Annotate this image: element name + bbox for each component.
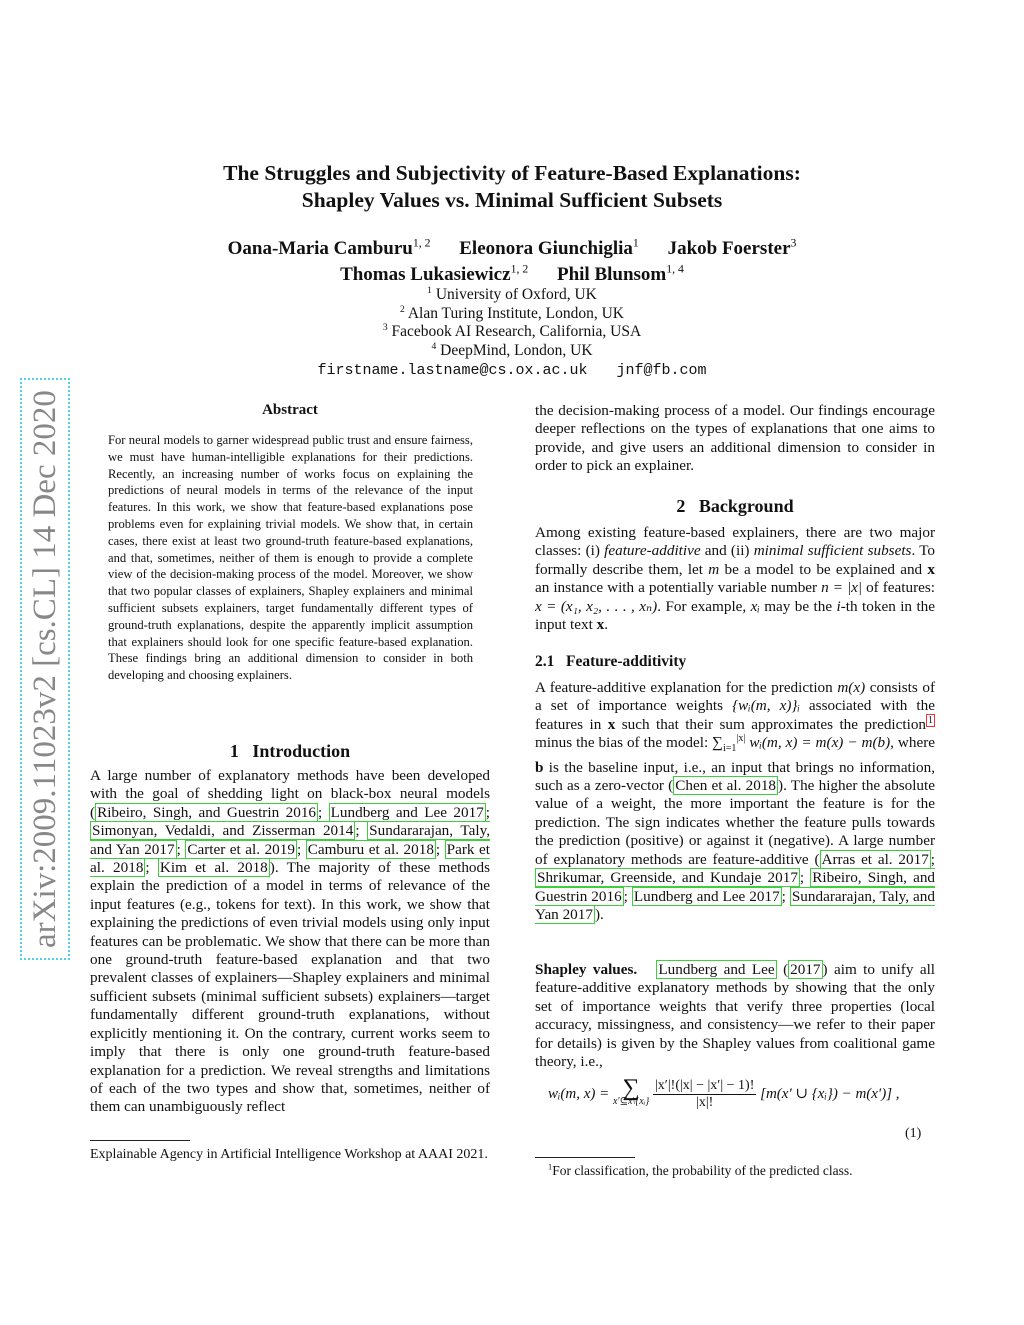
affiliation: $^1$ University of Oxford, UK xyxy=(427,284,597,303)
citation[interactable]: Camburu et al. 2018 xyxy=(307,840,434,858)
citation[interactable]: 2017 xyxy=(790,961,821,978)
feature-additivity-paragraph: A feature-additive explanation for the prediction m(x) consists of a set of importance weights {wᵢ(m, x)}ᵢ associated with the features in x such that their sum approximates the prediction $^1$ minus the bias of the model: $\sum_{i=1}^{|x|}$ wᵢ(m, x) = m(x) − m(b), where b is the baseline input, i.e., an input that brings no information, such as a zero-vector ( Chen et al. 2018 ). The higher the absolute value of a weight, the more important the feature is for the prediction. The sign indicates whether the feature pulls towards the prediction (positive) or against it (negative). A large number of explanatory methods are feature-additive ( Arras et al. 2017 ; Shrikumar, Greenside, and Kundaje 2017 ; Ribeiro, Singh, and Guestrin 2016 ; Lundberg and Lee 2017 ; Sundararajan, Taly, and Yan 2017 ). xyxy=(535,679,936,923)
affiliation: $^2$ Alan Turing Institute, London, UK xyxy=(400,303,624,322)
citation[interactable]: Park et al. 2018 xyxy=(90,840,490,877)
probability-footnote: $^1$For classification, the probability of the predicted class. xyxy=(548,1162,853,1178)
shapley-heading: Shapley values. xyxy=(535,961,638,978)
author-giunchiglia: Eleonora Giunchiglia$^1$ xyxy=(459,236,639,259)
affiliation: $^3$ Facebook AI Research, California, USA xyxy=(382,321,642,340)
email-oxford[interactable]: firstname.lastname@cs.ox.ac.uk xyxy=(317,362,588,379)
citation[interactable]: Simonyan, Vedaldi, and Zisserman 2014 xyxy=(92,822,354,840)
citation[interactable]: Lundberg and Lee 2017 xyxy=(633,887,780,905)
background-heading: 2 Background xyxy=(676,496,794,516)
equation-number: (1) xyxy=(905,1126,922,1141)
affiliation: $^4$ DeepMind, London, UK xyxy=(431,340,593,359)
footnote-rule xyxy=(90,1140,190,1141)
title-line-1: The Struggles and Subjectivity of Feature-Based Explanations: xyxy=(223,161,801,185)
shapley-equation: wᵢ(m, x) = ∑ x′⊆x\{xᵢ} $\frac{|x'|!(|x| - |x'| - 1)!}{|x|!}$ [m(x′ ∪ {xᵢ}) − m(x′)] , xyxy=(548,1074,900,1110)
citation[interactable]: Sundararajan, Taly, and Yan 2017 xyxy=(90,822,490,858)
author-camburu: Oana-Maria Camburu$^{1, 2}$ xyxy=(227,236,431,259)
citation[interactable]: Chen et al. 2018 xyxy=(675,777,777,795)
abstract-heading: Abstract xyxy=(262,402,318,418)
citation[interactable]: Carter et al. 2019 xyxy=(187,840,295,858)
intro-continuation: the decision-making process of a model. Our findings encourage deeper reflections on the types of explanations that one aims to provide, and give users an additional dimension to consider in order to pick an explainer. xyxy=(535,402,935,475)
citation[interactable]: Ribeiro, Singh, and Guestrin 2016 xyxy=(535,869,936,905)
intro-heading: 1 Introduction xyxy=(229,741,351,761)
email-fb[interactable]: jnf@fb.com xyxy=(616,362,707,379)
abstract-text: For neural models to garner widespread public trust and ensure fairness, we must have human-intelligible explanations for their predictions. Recently, an increasing number of works focus on explaining the predictions of neural models in terms of the relevance of the input features. In this work, we show that feature-based explanations pose problems even for explaining trivial models. We show that, in certain cases, there exist at least two ground-truth feature-based explanations, and that, sometimes, neither of them is enough to provide a complete view of the decision-making process of the model. Moreover, we show that two popular classes of explainers, Shapley explainers and minimal sufficient subsets explainers, target fundamentally different types of ground-truth explanations, despite the apparently implicit assumption that explainers should look for one specific feature-based explanation. These findings bring an additional dimension to consider in both developing and choosing explainers. xyxy=(108,433,473,683)
author-lukasiewicz: Thomas Lukasiewicz$^{1, 2}$ xyxy=(340,262,529,285)
citation[interactable]: Ribeiro, Singh, and Guestrin 2016 xyxy=(97,803,316,821)
citation[interactable]: Lundberg and Lee xyxy=(658,961,775,978)
author-blunsom: Phil Blunsom$^{1, 4}$ xyxy=(556,262,684,285)
affiliations xyxy=(90,286,934,360)
citation[interactable]: Kim et al. 2018 xyxy=(159,859,268,877)
feature-additivity-heading: 2.1 Feature-additivity xyxy=(535,653,687,670)
background-paragraph: Among existing feature-based explainers, there are two major classes: (i) feature-additive and (ii) minimal sufficient subsets. To formally describe them, let m be a model to be explained and x an instance with a potentially variable number n = |x| of features: x = (x₁, x₂, . . . , xₙ). For example, xᵢ may be the i-th token in the input text x. xyxy=(535,524,936,634)
paper-title xyxy=(90,160,934,214)
citation[interactable]: Sundararajan, Taly, and Yan 2017 xyxy=(535,887,935,923)
citation[interactable]: Shrikumar, Greenside, and Kundaje 2017 xyxy=(537,869,798,887)
shapley-paragraph: Shapley values. Lundberg and Lee ( 2017 ) aim to unify all feature-additive explanatory methods by showing that the only set of importance weights that verify three properties (local accuracy, missingness, and consistency—we refer to their paper for details) is given by the Shapley values from coalitional game theory, i.e., xyxy=(535,961,936,1071)
intro-paragraph: A large number of explanatory methods have been developed with the goal of shedding light on black-box neural models ( Ribeiro, Singh, and Guestrin 2016 ; Lundberg and Lee 2017 ; Simonyan, Vedaldi, and Zisserman 2014 ; Sundararajan, Taly, and Yan 2017 ; Carter et al. 2019 ; Camburu et al. 2018 ; Park et al. 2018 ; Kim et al. 2018 ). The majority of these methods explain the prediction of a model in terms of relevance of the input features (e.g., tokens for text). In this work, we show that explaining the predictions of even trivial models using only input features can be problematic. We show that there can be more than one ground-truth feature-based explanation and that two prevalent classes of explainers—Shapley explainers and minimal sufficient subsets (minimal sufficient subsets) explainers—target fundamentally different ground-truth explanations, without explicitly mentioning it. On the contrary, current works seem to imply that there is only one ground-truth feature-based explanation for a prediction. We reveal strengths and limitations of each of the two types and show that, sometimes, neither of them can unambiguously reflect xyxy=(90,767,491,1116)
citation[interactable]: Arras et al. 2017 xyxy=(821,850,929,868)
footnote-marker[interactable]: 1 xyxy=(928,714,934,726)
citation[interactable]: Lundberg and Lee 2017 xyxy=(330,803,484,821)
workshop-footnote: Explainable Agency in Artificial Intelligence Workshop at AAAI 2021. xyxy=(90,1147,488,1162)
footnote-rule xyxy=(535,1157,635,1158)
title-line-2: Shapley Values vs. Minimal Sufficient Subsets xyxy=(301,188,723,212)
author-foerster: Jakob Foerster$^3$ xyxy=(667,236,797,259)
arxiv-stamp-text[interactable]: arXiv:2009.11023v2 [cs.CL] 14 Dec 2020 xyxy=(20,378,70,960)
author-list xyxy=(90,236,934,288)
emails xyxy=(90,362,934,379)
